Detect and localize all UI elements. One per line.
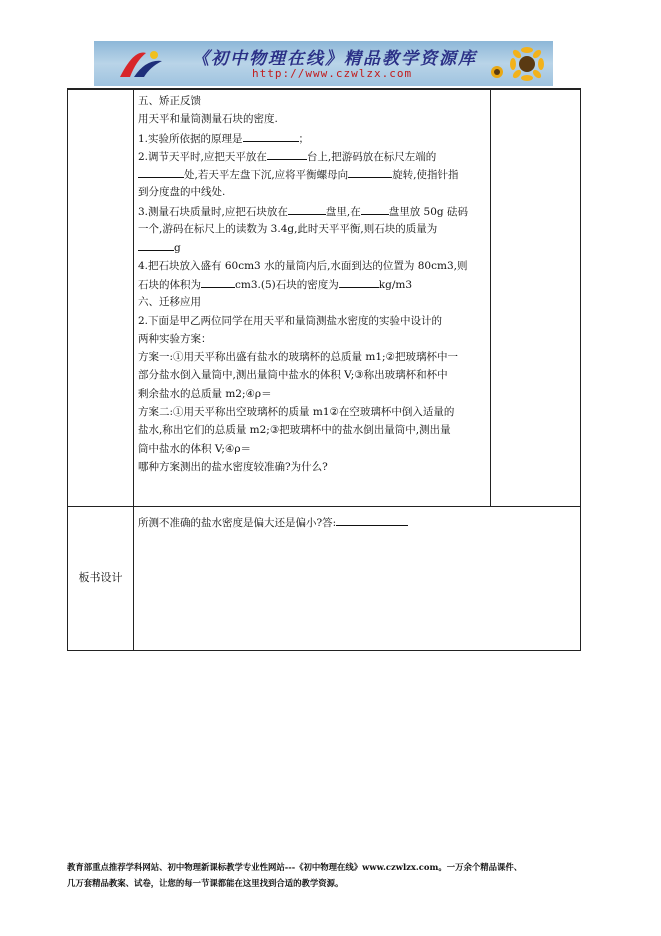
answer-blank — [288, 202, 326, 215]
answer-blank — [336, 513, 408, 526]
footer-line2: 几万套精品教案、试卷，让您的每一节课都能在这里找到合适的教学资源。 — [67, 878, 344, 888]
plan1-line2: 部分盐水倒入量筒中,测出量筒中盐水的体积 V;③称出玻璃杯和杯中 — [138, 369, 448, 382]
section6-q2-line1: 2.下面是甲乙两位同学在用天平和量筒测盐水密度的实验中设计的 — [138, 314, 443, 327]
answer-blank — [339, 275, 379, 288]
answer-blank — [243, 129, 299, 142]
footer-note — [67, 859, 607, 891]
question-2-line3: 到分度盘的中线处. — [138, 186, 226, 199]
logo-icon — [116, 47, 166, 81]
spacer — [138, 476, 490, 494]
spacer — [138, 495, 490, 513]
lesson-content — [138, 92, 490, 531]
footer-line1: 教育部重点推荐学科网站、初中物理新课标教学专业性网站---《初中物理在线》www.czwlzx.com。一万余个精品课件、 — [67, 862, 523, 872]
answer-blank — [138, 238, 174, 251]
plan1-line1: 方案一:①用天平称出盛有盐水的玻璃杯的总质量 m1;②把玻璃杯中一 — [138, 351, 458, 364]
section5-heading: 五、矫正反馈 — [138, 95, 201, 107]
question-4-line1: 4.把石块放入盛有 60cm3 水的量筒内后,水面到达的位置为 80cm3,则 — [138, 259, 468, 272]
answer-blank — [138, 165, 184, 178]
question-2-line2: 处,若天平左盘下沉,应将平衡螺母向 旋转,使指针指 — [138, 165, 490, 183]
banner-url[interactable]: http://www.czwlzx.com — [252, 67, 413, 80]
sunflower-icon — [489, 42, 549, 86]
question-2-line1: 2.调节天平时,应把天平放在 台上,把游码放在标尺左端的 — [138, 147, 490, 165]
question-3-line3: g — [138, 238, 490, 256]
answer-blank — [361, 202, 389, 215]
header-banner — [94, 41, 553, 86]
board-design-label: 板书设计 — [78, 571, 123, 584]
answer-blank — [267, 147, 307, 160]
section5-intro: 用天平和量筒测量石块的密度. — [138, 113, 278, 126]
question-1: 1.实验所依据的原理是 ； — [138, 129, 490, 147]
banner-title: 《初中物理在线》精品教学资源库 — [192, 49, 477, 69]
plan2-line1: 方案二:①用天平称出空玻璃杯的质量 m1②在空玻璃杯中倒入适量的 — [138, 406, 455, 419]
answer-blank — [201, 275, 235, 288]
plan2-line3: 筒中盐水的体积 V;④ρ＝ — [138, 442, 251, 455]
section6-heading: 六、迁移应用 — [138, 296, 201, 309]
section6-q2-line2: 两种实验方案： — [138, 332, 212, 345]
question-3-line2: 一个,游码在标尺上的读数为 3.4g,此时天平平衡,则石块的质量为 — [138, 223, 438, 236]
answer-blank — [348, 165, 392, 178]
section6-followup: 所测不准确的盐水密度是偏大还是偏小?答: — [138, 513, 490, 531]
plan2-line2: 盐水,称出它们的总质量 m2;③把玻璃杯中的盐水倒出量筒中,测出量 — [138, 424, 451, 437]
question-3-line1: 3.测量石块质量时,应把石块放在 盘里,在 盘里放 50g 砝码 — [138, 202, 490, 220]
table-divider-right — [490, 89, 491, 506]
question-4-line2: 石块的体积为 cm3.(5)石块的密度为 kg/m3 — [138, 275, 490, 293]
section6-question: 哪种方案测出的盐水密度较准确?为什么? — [138, 460, 328, 473]
plan1-line3: 剩余盐水的总质量 m2;④ρ＝ — [138, 387, 272, 400]
table-divider-left — [133, 89, 134, 651]
